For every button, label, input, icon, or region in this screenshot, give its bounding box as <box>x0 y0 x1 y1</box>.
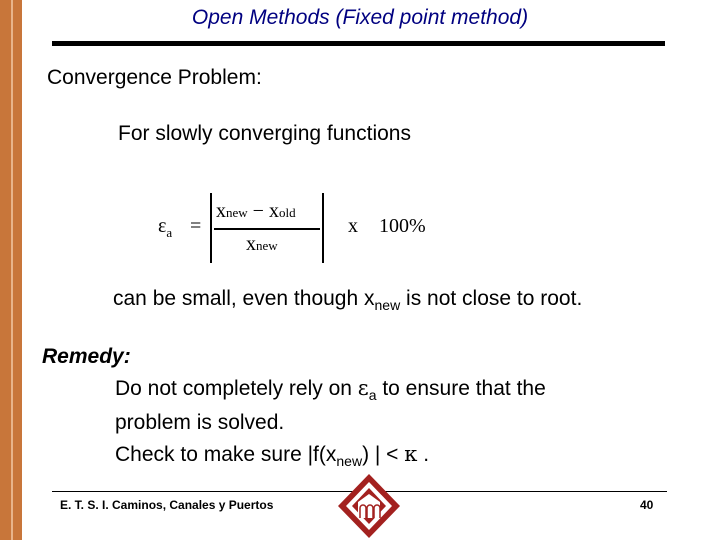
formula-denominator <box>246 233 278 256</box>
section-heading: Convergence Problem: <box>47 66 262 89</box>
page-number: 40 <box>640 498 654 512</box>
remedy-epsilon-sub: a <box>368 387 377 404</box>
remedy-line-2: problem is solved. <box>115 411 285 435</box>
check-middle: ) | < <box>362 443 405 466</box>
epsilon-symbol: ε <box>158 215 167 237</box>
check-prefix: Check to make sure |f(x <box>115 443 337 466</box>
small-error-statement <box>113 287 582 313</box>
numerator-minus-x: − x <box>247 200 279 222</box>
remedy-line-1-suffix: to ensure that the <box>376 377 546 400</box>
statement-suffix: is not close to root. <box>400 287 583 310</box>
title-divider <box>52 41 665 46</box>
times-sign: x <box>348 215 358 237</box>
fraction-line <box>214 228 320 230</box>
intro-text: For slowly converging functions <box>118 122 411 145</box>
numerator-sub-old: old <box>278 205 296 220</box>
check-statement <box>115 442 429 469</box>
kappa-symbol: κ <box>404 442 418 466</box>
numerator-x: x <box>216 200 226 222</box>
statement-subscript: new <box>374 297 401 314</box>
denominator-sub-new: new <box>256 238 278 253</box>
statement-prefix: can be small, even though x <box>113 287 375 310</box>
check-suffix: . <box>417 443 430 466</box>
remedy-line-1 <box>115 374 546 409</box>
remedy-heading: Remedy: <box>42 345 131 368</box>
formula-lhs <box>158 215 172 241</box>
remedy-epsilon: ε <box>357 376 369 400</box>
formula-numerator <box>216 200 296 223</box>
percent-factor: 100% <box>379 215 426 237</box>
footer-institution: E. T. S. I. Caminos, Canales y Puertos <box>60 498 274 512</box>
university-crest-icon <box>336 472 402 540</box>
check-subscript: new <box>336 453 363 470</box>
slide-title: Open Methods (Fixed point method) <box>191 6 529 29</box>
denominator-x: x <box>246 233 256 255</box>
abs-bar-left <box>210 193 212 263</box>
relative-error-formula <box>150 190 450 270</box>
decorative-side-bar <box>0 0 22 540</box>
numerator-sub-new: new <box>226 205 248 220</box>
remedy-text <box>115 374 546 437</box>
equals-sign: = <box>190 215 202 237</box>
abs-bar-right <box>322 193 324 263</box>
remedy-line-1-prefix: Do not completely rely on <box>115 377 358 400</box>
epsilon-subscript: a <box>166 225 173 240</box>
